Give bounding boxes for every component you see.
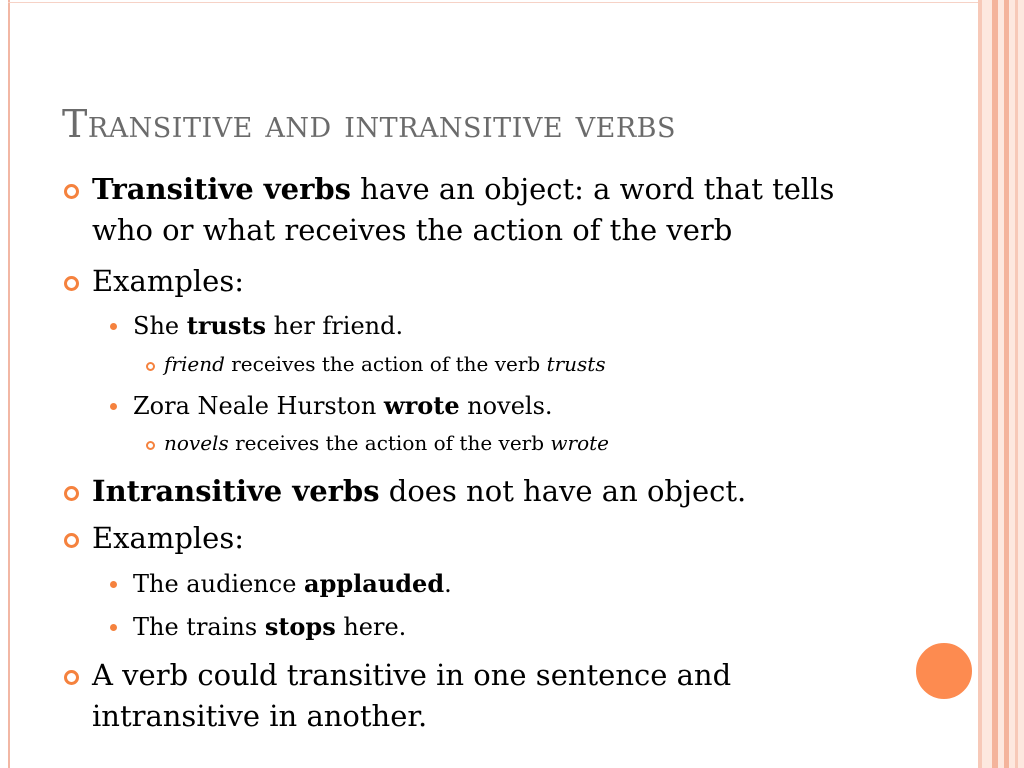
bullet-examples-transitive: Examples: (92, 264, 244, 298)
bullet-level1-icon (64, 670, 79, 685)
bullet-level2-icon (110, 403, 117, 410)
bullet-level3-icon (146, 441, 155, 450)
example-audience-applauded: The audience applauded. (133, 569, 452, 598)
decorative-stripes (978, 0, 1024, 768)
bullet-verb-could: A verb could transitive in one sentence and intransitive in another. (92, 658, 732, 733)
bullet-level1-icon (64, 276, 79, 291)
bullet-level3-icon (146, 362, 155, 371)
bullet-level2-icon (110, 624, 117, 631)
bullet-transitive-definition: Transitive verbs have an object: a word that tells who or what receives the action of the verb (92, 172, 835, 247)
frame-left-line (8, 0, 10, 768)
bullet-intransitive-definition: Intransitive verbs does not have an object. (92, 474, 747, 508)
frame-top-line (8, 2, 984, 3)
bullet-level1-icon (64, 184, 79, 199)
bullet-examples-intransitive: Examples: (92, 521, 244, 555)
bullet-level1-icon (64, 486, 79, 501)
example-trains-stops: The trains stops here. (133, 612, 407, 641)
note-novels-receives: novels receives the action of the verb wrote (164, 431, 609, 455)
slide-title: Transitive and intransitive verbs (62, 102, 677, 146)
example-she-trusts: She trusts her friend. (133, 311, 404, 340)
note-friend-receives: friend receives the action of the verb trusts (164, 352, 606, 376)
bullet-level1-icon (64, 533, 79, 548)
example-zora-wrote: Zora Neale Hurston wrote novels. (133, 391, 553, 420)
bullet-level2-icon (110, 581, 117, 588)
decorative-circle (913, 640, 975, 702)
bullet-level2-icon (110, 323, 117, 330)
